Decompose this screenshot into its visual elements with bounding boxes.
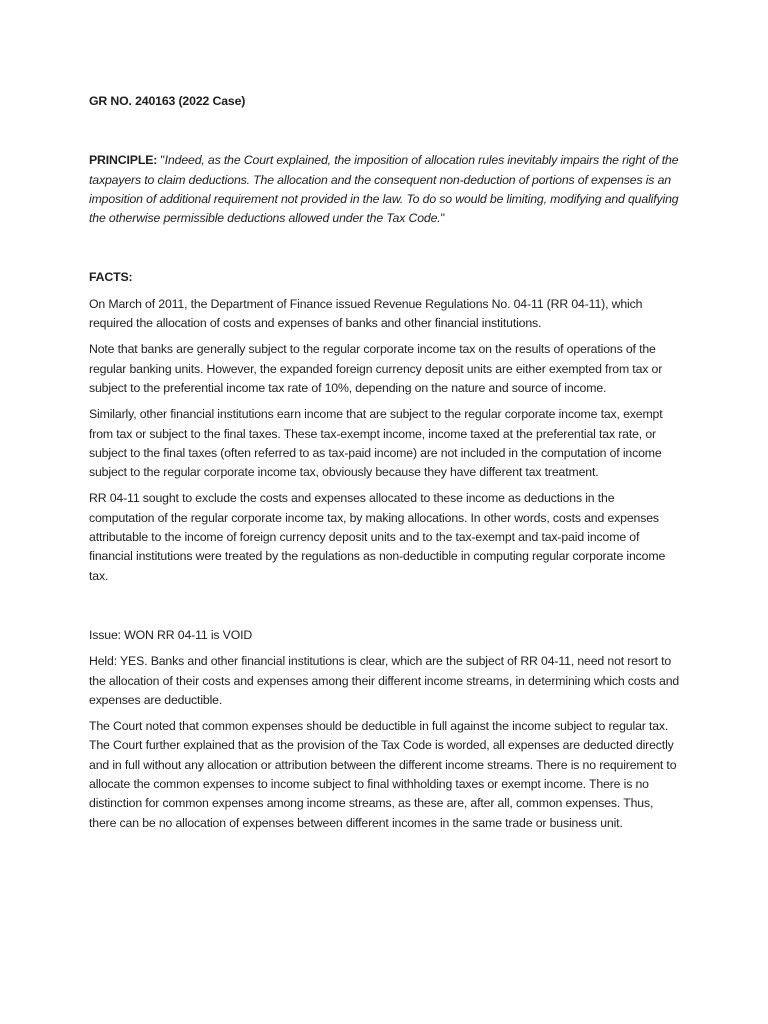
held-paragraph: The Court noted that common expenses should be deductible in full against the income subject to regular tax. The Court further explained that as the provision of the Tax Code is worded, all expenses are deducted directly and in full without any allocation or attribution between the different income streams. There is no requirement to allocate the common expenses to income subject to final withholding taxes or exempt income. There is no distinction for common expenses among income streams, as these are, after all, common expenses. Thus, there can be no allocation of expenses between different incomes in the same trade or business unit. xyxy=(89,719,677,830)
issue-line: Issue: WON RR 04-11 is VOID xyxy=(89,627,253,642)
facts-paragraph: Note that banks are generally subject to the regular corporate income tax on the results of operations of the regular banking units. However, the expanded foreign currency deposit units are either exempted from tax or subject to the preferential income tax rate of 10%, depending on the nature and source of income. xyxy=(89,342,663,395)
principle-section xyxy=(89,151,681,228)
facts-paragraph: RR 04-11 sought to exclude the costs and expenses allocated to these income as deductions in the computation of the regular corporate income tax, by making allocations. In other words, costs and expenses attributable to the income of foreign currency deposit units and to the tax-exempt and tax-paid income of financial institutions were treated by the regulations as non-deductible in computing regular corporate income tax. xyxy=(89,491,666,583)
document-page xyxy=(89,92,681,840)
facts-paragraph: On March of 2011, the Department of Finance issued Revenue Regulations No. 04-11 (RR 04-11), which required the allocation of costs and expenses of banks and other financial institutions. xyxy=(89,296,643,331)
facts-heading: FACTS: xyxy=(89,270,133,285)
facts-paragraph: Similarly, other financial institutions earn income that are subject to the regular corporate income tax, exempt from tax or subject to the final taxes. These tax-exempt income, income taxed at the preferential tax rate, or subject to the final taxes (often referred to as tax-paid income) are not included in the computation of income subject to the regular corporate income tax, obviously because they have different tax treatment. xyxy=(89,407,663,480)
held-paragraph: Held: YES. Banks and other financial institutions is clear, which are the subject of RR 04-11, need not resort to the allocation of their costs and expenses among their different income streams, in determining which costs and expenses are deductible. xyxy=(89,654,680,707)
principle-quote-open: " xyxy=(157,153,165,168)
principle-label: PRINCIPLE: xyxy=(89,153,158,168)
principle-quote: Indeed, as the Court explained, the imposition of allocation rules inevitably impairs the right of the taxpayers to claim deductions. The allocation and the consequent non-deduction of portions of expenses is an imposition of additional requirement not provided in the law. To do so would be limiting, modifying and qualifying the otherwise permissible deductions allowed under the Tax Code. xyxy=(89,153,679,226)
principle-quote-close: " xyxy=(440,211,445,226)
case-title: GR NO. 240163 (2022 Case) xyxy=(89,94,246,108)
